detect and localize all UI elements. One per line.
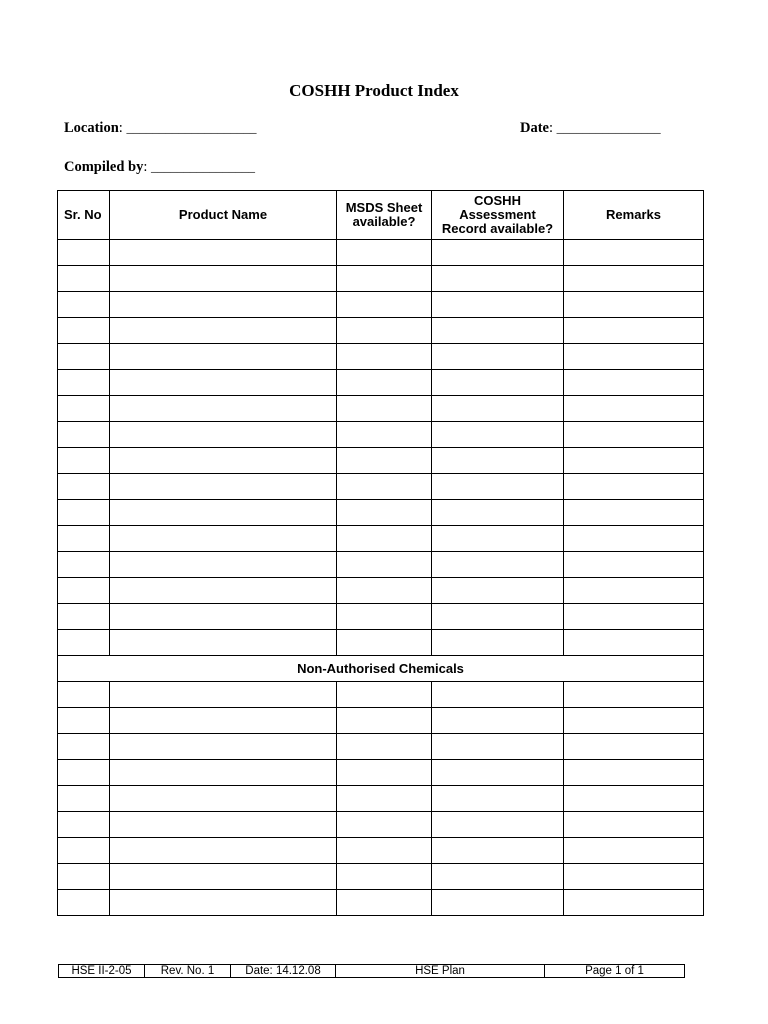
cell-coshh[interactable] bbox=[432, 682, 564, 708]
cell-sr-no[interactable] bbox=[58, 370, 110, 396]
non-authorised-table-row bbox=[58, 682, 704, 708]
cell-remarks[interactable] bbox=[564, 292, 704, 318]
cell-sr-no[interactable] bbox=[58, 630, 110, 656]
cell-remarks[interactable] bbox=[564, 812, 704, 838]
cell-product-name[interactable] bbox=[110, 318, 337, 344]
non-authorised-table-row bbox=[58, 838, 704, 864]
cell-sr-no[interactable] bbox=[58, 812, 110, 838]
header-msds-line1: MSDS Sheet bbox=[345, 200, 423, 215]
header-coshh bbox=[432, 191, 564, 240]
cell-sr-no[interactable] bbox=[58, 604, 110, 630]
cell-coshh[interactable] bbox=[432, 266, 564, 292]
cell-product-name[interactable] bbox=[110, 708, 337, 734]
cell-sr-no[interactable] bbox=[58, 552, 110, 578]
cell-msds[interactable] bbox=[337, 682, 432, 708]
cell-sr-no[interactable] bbox=[58, 786, 110, 812]
date-label: Date bbox=[520, 120, 549, 136]
cell-product-name[interactable] bbox=[110, 682, 337, 708]
cell-sr-no[interactable] bbox=[58, 344, 110, 370]
header-msds-line2: available? bbox=[352, 214, 416, 229]
cell-product-name[interactable] bbox=[110, 890, 337, 916]
cell-product-name[interactable] bbox=[110, 240, 337, 266]
cell-remarks[interactable] bbox=[564, 474, 704, 500]
non-authorised-table-row bbox=[58, 786, 704, 812]
cell-remarks[interactable] bbox=[564, 422, 704, 448]
authorised-table-row bbox=[58, 240, 704, 266]
cell-coshh[interactable] bbox=[432, 526, 564, 552]
footer-doc-ref: HSE II-2-05 bbox=[59, 965, 145, 978]
cell-sr-no[interactable] bbox=[58, 578, 110, 604]
authorised-table-row bbox=[58, 552, 704, 578]
authorised-table-row bbox=[58, 292, 704, 318]
cell-remarks[interactable] bbox=[564, 448, 704, 474]
cell-coshh[interactable] bbox=[432, 552, 564, 578]
cell-sr-no[interactable] bbox=[58, 266, 110, 292]
date-field bbox=[520, 120, 661, 137]
non-authorised-rows bbox=[58, 682, 704, 916]
cell-product-name[interactable] bbox=[110, 864, 337, 890]
cell-sr-no[interactable] bbox=[58, 448, 110, 474]
cell-remarks[interactable] bbox=[564, 526, 704, 552]
cell-product-name[interactable] bbox=[110, 578, 337, 604]
cell-remarks[interactable] bbox=[564, 396, 704, 422]
date-colon: : bbox=[549, 120, 554, 136]
cell-product-name[interactable] bbox=[110, 760, 337, 786]
cell-remarks[interactable] bbox=[564, 240, 704, 266]
location-colon: : bbox=[118, 120, 123, 136]
authorised-table-row bbox=[58, 578, 704, 604]
cell-coshh[interactable] bbox=[432, 500, 564, 526]
cell-coshh[interactable] bbox=[432, 396, 564, 422]
cell-remarks[interactable] bbox=[564, 890, 704, 916]
authorised-table-row bbox=[58, 448, 704, 474]
cell-msds[interactable] bbox=[337, 526, 432, 552]
header-coshh-line1: COSHH bbox=[474, 193, 521, 208]
authorised-table-row bbox=[58, 422, 704, 448]
cell-msds[interactable] bbox=[337, 422, 432, 448]
authorised-table-row bbox=[58, 630, 704, 656]
authorised-table-row bbox=[58, 318, 704, 344]
section-non-authorised-label: Non-Authorised Chemicals bbox=[58, 656, 704, 682]
cell-product-name[interactable] bbox=[110, 838, 337, 864]
cell-remarks[interactable] bbox=[564, 864, 704, 890]
cell-coshh[interactable] bbox=[432, 474, 564, 500]
cell-product-name[interactable] bbox=[110, 292, 337, 318]
cell-product-name[interactable] bbox=[110, 604, 337, 630]
cell-product-name[interactable] bbox=[110, 630, 337, 656]
cell-coshh[interactable] bbox=[432, 292, 564, 318]
cell-msds[interactable] bbox=[337, 552, 432, 578]
cell-msds[interactable] bbox=[337, 578, 432, 604]
cell-remarks[interactable] bbox=[564, 760, 704, 786]
cell-msds[interactable] bbox=[337, 396, 432, 422]
cell-coshh[interactable] bbox=[432, 578, 564, 604]
cell-sr-no[interactable] bbox=[58, 240, 110, 266]
cell-coshh[interactable] bbox=[432, 838, 564, 864]
cell-remarks[interactable] bbox=[564, 266, 704, 292]
cell-product-name[interactable] bbox=[110, 448, 337, 474]
cell-coshh[interactable] bbox=[432, 734, 564, 760]
cell-sr-no[interactable] bbox=[58, 526, 110, 552]
cell-remarks[interactable] bbox=[564, 838, 704, 864]
table-header-row bbox=[58, 191, 704, 240]
cell-product-name[interactable] bbox=[110, 552, 337, 578]
cell-msds[interactable] bbox=[337, 344, 432, 370]
cell-product-name[interactable] bbox=[110, 474, 337, 500]
authorised-table-row bbox=[58, 604, 704, 630]
cell-msds[interactable] bbox=[337, 760, 432, 786]
cell-coshh[interactable] bbox=[432, 422, 564, 448]
location-blank[interactable]: ____________________ bbox=[126, 120, 257, 135]
footer-plan: HSE Plan bbox=[336, 965, 545, 978]
document-title: COSHH Product Index bbox=[289, 81, 459, 100]
date-blank[interactable]: ________________ bbox=[556, 120, 661, 135]
cell-remarks[interactable] bbox=[564, 630, 704, 656]
cell-product-name[interactable] bbox=[110, 526, 337, 552]
cell-msds[interactable] bbox=[337, 708, 432, 734]
header-product-name: Product Name bbox=[110, 191, 337, 240]
cell-msds[interactable] bbox=[337, 474, 432, 500]
cell-msds[interactable] bbox=[337, 318, 432, 344]
authorised-table-row bbox=[58, 344, 704, 370]
cell-product-name[interactable] bbox=[110, 370, 337, 396]
non-authorised-table-row bbox=[58, 812, 704, 838]
authorised-table-row bbox=[58, 500, 704, 526]
cell-product-name[interactable] bbox=[110, 344, 337, 370]
authorised-table-row bbox=[58, 396, 704, 422]
cell-remarks[interactable] bbox=[564, 578, 704, 604]
cell-msds[interactable] bbox=[337, 604, 432, 630]
document-footer bbox=[58, 964, 685, 978]
footer-revision: Rev. No. 1 bbox=[145, 965, 231, 978]
cell-remarks[interactable] bbox=[564, 500, 704, 526]
cell-sr-no[interactable] bbox=[58, 422, 110, 448]
cell-remarks[interactable] bbox=[564, 604, 704, 630]
footer-page: Page 1 of 1 bbox=[545, 965, 685, 978]
cell-coshh[interactable] bbox=[432, 240, 564, 266]
cell-sr-no[interactable] bbox=[58, 890, 110, 916]
header-remarks: Remarks bbox=[564, 191, 704, 240]
cell-sr-no[interactable] bbox=[58, 760, 110, 786]
cell-msds[interactable] bbox=[337, 370, 432, 396]
cell-remarks[interactable] bbox=[564, 344, 704, 370]
cell-coshh[interactable] bbox=[432, 890, 564, 916]
cell-remarks[interactable] bbox=[564, 552, 704, 578]
non-authorised-table-row bbox=[58, 708, 704, 734]
cell-coshh[interactable] bbox=[432, 604, 564, 630]
non-authorised-table-row bbox=[58, 864, 704, 890]
cell-product-name[interactable] bbox=[110, 500, 337, 526]
cell-msds[interactable] bbox=[337, 266, 432, 292]
cell-sr-no[interactable] bbox=[58, 838, 110, 864]
footer-date: Date: 14.12.08 bbox=[231, 965, 336, 978]
cell-coshh[interactable] bbox=[432, 812, 564, 838]
cell-remarks[interactable] bbox=[564, 318, 704, 344]
location-field bbox=[64, 120, 256, 137]
cell-coshh[interactable] bbox=[432, 448, 564, 474]
cell-msds[interactable] bbox=[337, 864, 432, 890]
cell-msds[interactable] bbox=[337, 292, 432, 318]
cell-product-name[interactable] bbox=[110, 786, 337, 812]
product-index-table bbox=[57, 190, 704, 916]
header-sr-no: Sr. No bbox=[58, 191, 110, 240]
section-row bbox=[58, 656, 704, 682]
cell-msds[interactable] bbox=[337, 786, 432, 812]
cell-coshh[interactable] bbox=[432, 864, 564, 890]
cell-coshh[interactable] bbox=[432, 630, 564, 656]
cell-sr-no[interactable] bbox=[58, 500, 110, 526]
authorised-table-row bbox=[58, 526, 704, 552]
non-authorised-table-row bbox=[58, 760, 704, 786]
header-coshh-line3: Record available? bbox=[441, 221, 554, 236]
cell-msds[interactable] bbox=[337, 630, 432, 656]
compiled-by-label: Compiled by bbox=[64, 159, 144, 175]
cell-msds[interactable] bbox=[337, 448, 432, 474]
cell-sr-no[interactable] bbox=[58, 708, 110, 734]
header-coshh-line2: Assessment bbox=[459, 207, 536, 222]
cell-sr-no[interactable] bbox=[58, 734, 110, 760]
cell-product-name[interactable] bbox=[110, 422, 337, 448]
cell-remarks[interactable] bbox=[564, 708, 704, 734]
cell-msds[interactable] bbox=[337, 812, 432, 838]
cell-sr-no[interactable] bbox=[58, 396, 110, 422]
non-authorised-table-row bbox=[58, 890, 704, 916]
compiled-by-field bbox=[64, 159, 255, 176]
cell-msds[interactable] bbox=[337, 838, 432, 864]
cell-coshh[interactable] bbox=[432, 708, 564, 734]
cell-remarks[interactable] bbox=[564, 734, 704, 760]
non-authorised-table-row bbox=[58, 734, 704, 760]
cell-msds[interactable] bbox=[337, 890, 432, 916]
section-divider bbox=[58, 656, 704, 682]
cell-product-name[interactable] bbox=[110, 734, 337, 760]
cell-product-name[interactable] bbox=[110, 266, 337, 292]
authorised-table-row bbox=[58, 266, 704, 292]
cell-remarks[interactable] bbox=[564, 682, 704, 708]
cell-coshh[interactable] bbox=[432, 318, 564, 344]
cell-sr-no[interactable] bbox=[58, 318, 110, 344]
cell-sr-no[interactable] bbox=[58, 474, 110, 500]
cell-sr-no[interactable] bbox=[58, 864, 110, 890]
cell-sr-no[interactable] bbox=[58, 682, 110, 708]
cell-msds[interactable] bbox=[337, 734, 432, 760]
cell-product-name[interactable] bbox=[110, 396, 337, 422]
cell-coshh[interactable] bbox=[432, 786, 564, 812]
cell-coshh[interactable] bbox=[432, 760, 564, 786]
authorised-table-row bbox=[58, 370, 704, 396]
cell-product-name[interactable] bbox=[110, 812, 337, 838]
cell-remarks[interactable] bbox=[564, 370, 704, 396]
location-label: Location bbox=[64, 120, 119, 136]
cell-coshh[interactable] bbox=[432, 344, 564, 370]
authorised-table-row bbox=[58, 474, 704, 500]
compiled-by-blank[interactable]: ________________ bbox=[151, 159, 256, 174]
cell-msds[interactable] bbox=[337, 240, 432, 266]
authorised-rows bbox=[58, 240, 704, 656]
compiled-by-colon: : bbox=[143, 159, 148, 175]
cell-coshh[interactable] bbox=[432, 370, 564, 396]
cell-msds[interactable] bbox=[337, 500, 432, 526]
cell-remarks[interactable] bbox=[564, 786, 704, 812]
cell-sr-no[interactable] bbox=[58, 292, 110, 318]
header-msds bbox=[337, 191, 432, 240]
